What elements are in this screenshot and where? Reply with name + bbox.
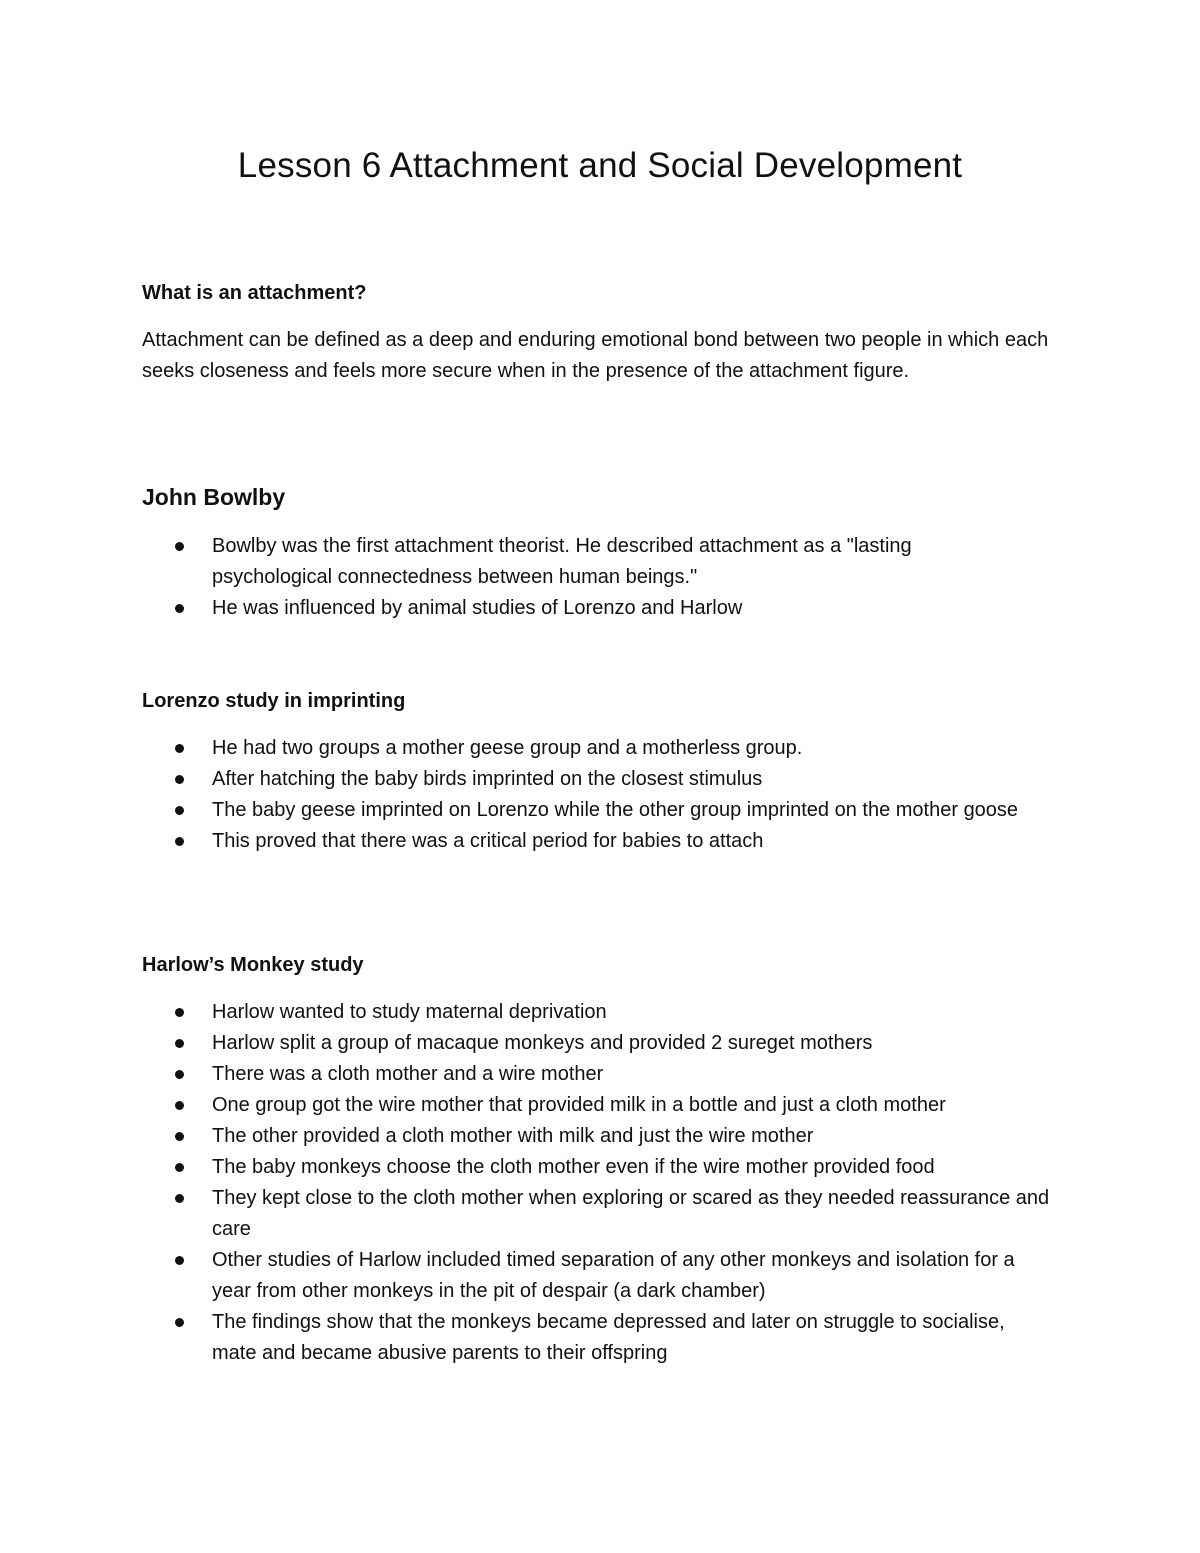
bullet-icon [175, 806, 184, 815]
list-item [142, 1090, 1052, 1121]
list-item-text: There was a cloth mother and a wire mother [212, 1063, 604, 1085]
list-item [142, 826, 1042, 857]
bullet-icon [175, 1163, 184, 1172]
bullet-icon [175, 1008, 184, 1017]
list-item-text: The findings show that the monkeys became depressed and later on struggle to socialise, mate and became abusive parents to their offspring [212, 1311, 1005, 1364]
bullet-icon [175, 1132, 184, 1141]
lorenzo-heading: Lorenzo study in imprinting [142, 690, 406, 712]
bullet-icon [175, 775, 184, 784]
bullet-icon [175, 744, 184, 753]
bullet-icon [175, 1256, 184, 1265]
bullet-icon [175, 837, 184, 846]
list-item-text: Harlow split a group of macaque monkeys and provided 2 sureget mothers [212, 1032, 873, 1054]
list-item-text: Harlow wanted to study maternal deprivation [212, 1001, 607, 1023]
list-item-text: The baby monkeys choose the cloth mother even if the wire mother provided food [212, 1156, 935, 1178]
list-item [142, 764, 1042, 795]
list-item [142, 1183, 1052, 1245]
list-item [142, 593, 1022, 624]
list-item-text: One group got the wire mother that provided milk in a bottle and just a cloth mother [212, 1094, 946, 1116]
bullet-icon [175, 1318, 184, 1327]
bullet-icon [175, 1194, 184, 1203]
list-item-text: This proved that there was a critical period for babies to attach [212, 830, 764, 852]
list-item [142, 1245, 1052, 1307]
list-item-text: The baby geese imprinted on Lorenzo while the other group imprinted on the mother goose [212, 799, 1019, 821]
lorenzo-bullet-list [142, 733, 1042, 857]
list-item [142, 733, 1042, 764]
bullet-icon [175, 1039, 184, 1048]
list-item-text: Bowlby was the first attachment theorist. He described attachment as a "lasting psychological connectedness between human beings." [212, 535, 912, 588]
bullet-icon [175, 1101, 184, 1110]
harlow-heading: Harlow’s Monkey study [142, 954, 364, 976]
list-item-text: Other studies of Harlow included timed separation of any other monkeys and isolation for a year from other monkeys in the pit of despair (a dark chamber) [212, 1249, 1015, 1302]
list-item [142, 795, 1042, 826]
attachment-heading: What is an attachment? [142, 282, 367, 304]
list-item [142, 1059, 1052, 1090]
bullet-icon [175, 542, 184, 551]
list-item-text: He had two groups a mother geese group and a motherless group. [212, 737, 803, 759]
attachment-paragraph: Attachment can be defined as a deep and enduring emotional bond between two people in which each seeks closeness and feels more secure when in the presence of the attachment figure. [142, 329, 1049, 382]
list-item [142, 997, 1052, 1028]
list-item-text: He was influenced by animal studies of Lorenzo and Harlow [212, 597, 743, 619]
list-item [142, 1028, 1052, 1059]
list-item-text: The other provided a cloth mother with milk and just the wire mother [212, 1125, 814, 1147]
list-item [142, 1121, 1052, 1152]
list-item [142, 1152, 1052, 1183]
harlow-bullet-list [142, 997, 1052, 1369]
bowlby-bullet-list [142, 531, 1022, 624]
bowlby-heading: John Bowlby [142, 484, 286, 510]
page-title: Lesson 6 Attachment and Social Development [237, 146, 963, 185]
list-item [142, 1307, 1052, 1369]
list-item [142, 531, 1022, 593]
bullet-icon [175, 604, 184, 613]
list-item-text: They kept close to the cloth mother when exploring or scared as they needed reassurance and care [212, 1187, 1050, 1240]
list-item-text: After hatching the baby birds imprinted on the closest stimulus [212, 768, 763, 790]
bullet-icon [175, 1070, 184, 1079]
